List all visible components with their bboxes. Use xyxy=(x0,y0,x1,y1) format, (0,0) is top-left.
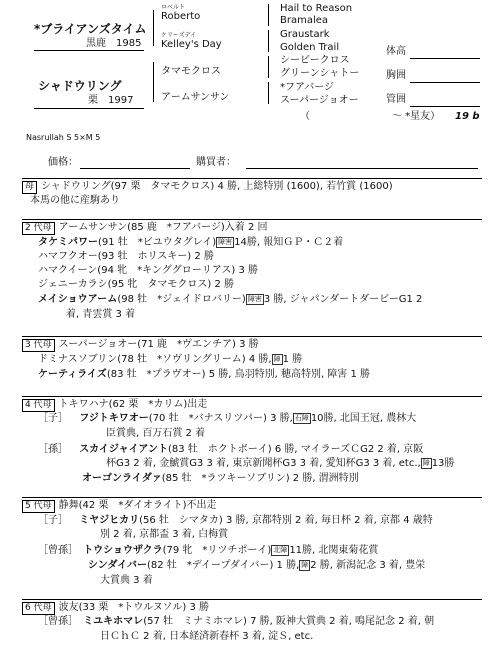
buyer-line[interactable] xyxy=(246,168,478,169)
gen3-item-2-text: (83 牡 *プラヴオー) 5 勝, 鳥羽特別, 穂高特別, 障害 1 勝 xyxy=(106,369,371,380)
gen3-bracket-1 xyxy=(268,4,269,26)
relation-label: ［孫］ xyxy=(38,444,68,455)
jump-race-badge: 石障 xyxy=(294,414,309,422)
gen3-2: Bramalea xyxy=(280,15,329,26)
price-label: 価格： xyxy=(48,157,78,168)
gen3-1: Hail to Reason xyxy=(280,3,353,14)
gen3-8: スーパージョオー xyxy=(280,95,359,106)
gen3-item-1 xyxy=(38,354,302,366)
dam-sire-name: タマモクロス xyxy=(161,66,221,77)
gen4-child-2-name: スカイジャイアント xyxy=(79,444,168,455)
inbreeding-note: Nasrullah S 5×M 5 xyxy=(26,133,101,142)
gen6-header: 波友(33 栗 *トウルヌソル) 3 勝 xyxy=(58,602,210,613)
jump-race-badge: 障害 xyxy=(247,295,262,303)
gen4-child-2-text: (83 牡 ホクトボーイ) 6 勝, マイラーズＣG2 2 着, 京阪 xyxy=(168,444,424,455)
gen2-item-2: ハマフクオー(93 牡 ホリスキー) 2 勝 xyxy=(38,251,214,262)
gen5-child-1-cont: 別 2 着, 京都盃 3 着, 白梅賞 xyxy=(100,529,229,540)
gen2-item-1-rest: 14勝, 報知ＧＰ・Ｃ２着 xyxy=(234,237,344,248)
gen3-tag: 3 代母 xyxy=(22,339,55,352)
gen5-child-1 xyxy=(38,515,433,527)
jump-race-badge: 障 xyxy=(301,561,309,569)
sire-bracket xyxy=(153,10,154,46)
gen2-item-3: ハマクイーン(94 牝 *キンググローリアス) 3 勝 xyxy=(38,265,259,276)
gen2-header: アームサンサン(85 鹿 *フアバージ)入着 2 回 xyxy=(58,222,268,233)
dam-detail: 栗 1997 xyxy=(88,95,134,106)
stat-cannon-label: 管囲 xyxy=(386,94,406,105)
buyer-label: 購買者： xyxy=(196,157,236,168)
gen3-item-1-rest: 1 勝 xyxy=(282,354,303,365)
divider xyxy=(22,336,482,337)
gen3-bracket-4 xyxy=(268,82,269,104)
gen5-child-3 xyxy=(88,560,425,572)
gen4-child-2-cont xyxy=(106,458,454,470)
gen3-7: *フアバージ xyxy=(280,82,334,93)
stat-chest-label: 胸囲 xyxy=(386,70,406,81)
gen3-item-1-text: ドミナスソブリン(78 牡 *ソヴリングリーム) 4 勝, xyxy=(38,354,272,365)
sire-dam-name: Kelley's Day xyxy=(161,39,222,50)
gen4-child-3-name: オーゴンライダァ xyxy=(82,473,162,484)
gen3-5: シービークロス xyxy=(280,55,350,66)
relation-label: ［曾孫］ xyxy=(38,545,78,556)
dam-tag: 母 xyxy=(22,181,37,194)
jump-race-badge: 北障 xyxy=(273,546,288,554)
jump-race-badge: 障害 xyxy=(218,238,233,246)
gen4-child-1-name: フジトキワオー xyxy=(79,413,149,424)
gen3-4: Golden Trail xyxy=(280,42,340,53)
stat-height-label: 体高 xyxy=(386,46,406,57)
gen2-item-5-text: (98 牡 *ジェイドロバリー) xyxy=(117,294,246,305)
family-number: 19 b xyxy=(455,111,480,122)
gen3-6: グリーンシャトー xyxy=(280,68,360,79)
gen3-3: Graustark xyxy=(280,29,330,40)
sire-detail: 黒鹿 1985 xyxy=(86,38,142,49)
gen4-child-1 xyxy=(38,413,416,425)
family-open: （ xyxy=(300,111,310,122)
divider xyxy=(22,599,482,600)
stat-height-line xyxy=(410,58,480,59)
sire-dam-ruby: ケリーズデイ xyxy=(161,32,197,39)
gen5-header: 静舞(42 栗 *ダイオライト)不出走 xyxy=(58,500,217,511)
divider xyxy=(22,396,482,397)
gen5-child-3-text: (82 牡 *デイープダイバー) 1 勝, xyxy=(146,560,300,571)
jump-race-badge: 障 xyxy=(422,459,430,467)
relation-label: ［子］ xyxy=(38,515,68,526)
gen4-header: トキワハナ(62 栗 *カリム)出走 xyxy=(58,399,208,410)
gen2-item-1 xyxy=(38,237,343,249)
gen3-bracket-2 xyxy=(268,30,269,52)
gen6-child-1-name: ミユキホマレ xyxy=(83,616,144,627)
gen4-child-2 xyxy=(38,444,423,456)
gen2-item-1-text: (91 牡 *ビユウタグレイ) xyxy=(98,237,217,248)
gen5-child-3-cont: 大賞典 3 着 xyxy=(100,575,153,586)
gen6-child-1 xyxy=(38,616,434,628)
gen5-child-2 xyxy=(38,545,378,557)
divider xyxy=(22,497,482,498)
gen5-tag: 5 代母 xyxy=(22,500,55,513)
dam-dam-name: アームサンサン xyxy=(161,92,230,103)
gen4-child-3 xyxy=(82,473,359,485)
stat-chest-line xyxy=(410,82,480,83)
dam-name: シャドウリング xyxy=(38,79,122,93)
gen5-child-3-rest: 2 勝, 新潟記念 3 着, 豊栄 xyxy=(310,560,426,571)
gen5-child-1-text: (56 牡 シマタカ) 3 勝, 京都特別 2 着, 毎日杯 2 着, 京都 4 歳特 xyxy=(139,515,433,526)
gen5-child-3-name: シンダイバー xyxy=(88,560,147,571)
dam-underline xyxy=(34,108,144,109)
divider xyxy=(22,178,482,179)
gen3-item-2-name: ケーティライズ xyxy=(38,369,107,380)
gen2-item-1-name: タケミパワー xyxy=(38,237,98,248)
gen5-child-1-name: ミヤジヒカリ xyxy=(79,515,140,526)
gen2-item-5-cont: 着, 青雲賞 3 着 xyxy=(66,309,136,320)
family-note: ～ *星友） xyxy=(392,111,441,122)
divider xyxy=(22,219,482,220)
gen2-item-5 xyxy=(38,294,422,306)
jump-race-badge: 障 xyxy=(273,355,281,363)
dam-line-1: シャドウリング(97 栗 タマモクロス) 4 勝, 上総特別 (1600), 若竹賞 (1600) xyxy=(41,181,393,192)
gen4-tag: 4 代母 xyxy=(22,399,55,412)
gen2-item-4: ジェニーカラシ(95 牝 タマモクロス) 2 勝 xyxy=(38,279,235,290)
gen3-item-2 xyxy=(38,369,370,381)
gen4-child-1-rest: 10勝, 北国王冠, 農林大 xyxy=(310,413,417,424)
gen2-tag: 2 代母 xyxy=(22,222,55,235)
dam-bracket xyxy=(153,62,154,102)
gen6-tag: 6 代母 xyxy=(22,602,55,615)
relation-label: ［曾孫］ xyxy=(38,616,78,627)
relation-label: ［子］ xyxy=(38,413,68,424)
gen6-child-1-text: (57 牡 ミナミホマレ) 7 勝, 阪神大賞典 2 着, 鳴尾記念 2 着, 朝 xyxy=(143,616,435,627)
gen2-item-5-rest: 3 勝, ジャパンダートダービーG1 2 xyxy=(263,294,423,305)
sire-underline xyxy=(34,50,144,51)
gen4-child-2-rest: 13勝 xyxy=(431,458,455,469)
gen4-child-3-text: (85 牡 *ラツキーソブリン) 2 勝, 渭洲特別 xyxy=(161,473,359,484)
gen3-bracket-3 xyxy=(268,56,269,78)
gen5-child-2-rest: 11勝, 北関東菊花賞 xyxy=(289,545,379,556)
gen5-child-2-text: (79 牝 *リツチポーイ) xyxy=(162,545,272,556)
sire-name: *ブライアンズタイム xyxy=(34,22,147,36)
price-line[interactable] xyxy=(80,168,190,169)
gen6-child-1-cont: 日ＣｈＣ 2 着, 日本経済新春杯 3 着, 淀Ｓ, etc. xyxy=(100,631,314,642)
gen3-header: スーパージョオー(71 鹿 *ヴエンチア) 3 勝 xyxy=(58,339,259,350)
dam-line-2: 本馬の他に産駒あり xyxy=(30,195,120,206)
gen4-child-1-text: (70 牡 *バナスリツパー) 3 勝, xyxy=(148,413,293,424)
gen5-child-2-name: トウショウザクラ xyxy=(83,545,163,556)
gen2-item-5-name: メイショウアーム xyxy=(38,294,118,305)
stat-cannon-line xyxy=(410,106,480,107)
gen4-child-2-text-2: 杯G3 2 着, 金鯱賞G3 3 着, 東京新聞杯G3 3 着, 愛知杯G3 3 着, etc., xyxy=(106,458,421,469)
sire-sire-ruby: ロベルト xyxy=(161,4,186,11)
sire-sire-name: Roberto xyxy=(161,11,201,22)
gen4-child-1-cont: 臣賞典, 百万石賞 2 着 xyxy=(106,428,206,439)
